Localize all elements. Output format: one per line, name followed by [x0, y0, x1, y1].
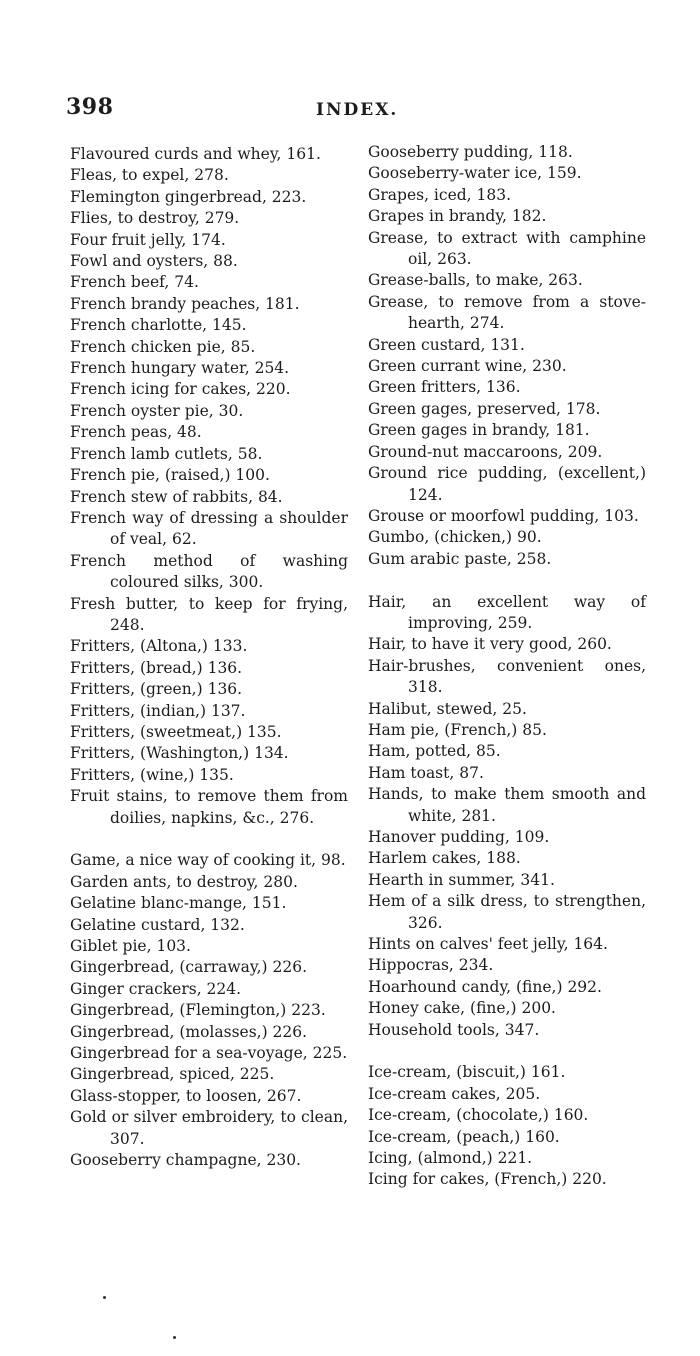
index-entry: Fritters, (Washington,) 134.: [70, 744, 289, 763]
index-entry: French charlotte, 145.: [70, 316, 247, 335]
index-entry: Ground-nut maccaroons, 209.: [368, 442, 603, 461]
index-entry: French oyster pie, 30.: [70, 401, 244, 420]
index-entry: Ice-cream cakes, 205.: [368, 1084, 541, 1103]
index-entry: Gooseberry pudding, 118.: [368, 143, 573, 161]
index-entry: French way of dressing a shoulder of veal, 62.: [70, 508, 348, 549]
index-entry: Hair, to have it very good, 260.: [368, 635, 612, 654]
page-number: 398: [66, 94, 114, 120]
index-entry: Fritters, (wine,) 135.: [70, 765, 234, 784]
index-entry: Green custard, 131.: [368, 335, 525, 354]
index-entry: Fleas, to expel, 278.: [70, 166, 229, 185]
index-entry: Harlem cakes, 188.: [368, 849, 521, 868]
index-entry: Gooseberry champagne, 230.: [70, 1151, 301, 1170]
index-entry: Hoarhound candy, (fine,) 292.: [368, 977, 602, 996]
index-entry: Flavoured curds and whey, 161.: [70, 145, 321, 163]
index-entry: Flemington gingerbread, 223.: [70, 187, 307, 206]
index-entry: Hippocras, 234.: [368, 956, 494, 975]
running-head: INDEX.: [316, 100, 399, 120]
index-entry: Ham, potted, 85.: [368, 742, 501, 761]
section-gap: [368, 1041, 646, 1062]
index-entry: Ground rice pudding, (excellent,) 124.: [368, 464, 646, 504]
index-entry: Green gages in brandy, 181.: [368, 421, 590, 440]
index-entry: Ice-cream, (biscuit,) 161.: [368, 1063, 566, 1082]
index-entry: Fritters, (sweetmeat,) 135.: [70, 722, 282, 741]
index-entry: Ice-cream, (chocolate,) 160.: [368, 1106, 589, 1125]
index-entry: Household tools, 347.: [368, 1020, 540, 1039]
index-entry: Grease-balls, to make, 263.: [368, 271, 583, 290]
index-entry: Green fritters, 136.: [368, 378, 521, 397]
index-entry: Honey cake, (fine,) 200.: [368, 999, 556, 1018]
index-entry: Fowl and oysters, 88.: [70, 252, 238, 271]
index-entry: Hem of a silk dress, to strengthen, 326.: [368, 892, 646, 932]
print-speck: [173, 1336, 176, 1339]
index-entry: Gelatine blanc-mange, 151.: [70, 894, 287, 913]
section-gap: [368, 570, 646, 591]
index-entry: Four fruit jelly, 174.: [70, 230, 226, 249]
index-entry: Gingerbread, (Flemington,) 223.: [70, 1001, 326, 1020]
index-entry: French method of washing coloured silks, 300.: [70, 551, 348, 592]
section-gap: [70, 829, 348, 850]
index-entry: Garden ants, to destroy, 280.: [70, 872, 298, 891]
index-entry: Green currant wine, 230.: [368, 357, 567, 376]
index-entry: Fritters, (bread,) 136.: [70, 658, 243, 677]
index-entry: Hands, to make them smooth and white, 281.: [368, 785, 646, 825]
index-entry: Icing, (almond,) 221.: [368, 1149, 533, 1168]
index-entry: Grapes, iced, 183.: [368, 185, 512, 204]
index-entry: Gum arabic paste, 258.: [368, 549, 552, 568]
index-entry: French pie, (raised,) 100.: [70, 466, 270, 485]
index-entry: Fritters, (Altona,) 133.: [70, 637, 248, 656]
index-entry: Ham pie, (French,) 85.: [368, 720, 547, 739]
index-entry: French icing for cakes, 220.: [70, 380, 291, 399]
index-entry: Hints on calves' feet jelly, 164.: [368, 935, 608, 954]
index-entry: Green gages, preserved, 178.: [368, 399, 601, 418]
index-entry: Gumbo, (chicken,) 90.: [368, 528, 542, 547]
index-entry: French brandy peaches, 181.: [70, 294, 300, 313]
index-entry: Fresh butter, to keep for frying, 248.: [70, 594, 348, 634]
index-entry: Hearth in summer, 341.: [368, 870, 555, 889]
index-entry: Fritters, (green,) 136.: [70, 680, 243, 699]
index-entry: Grapes in brandy, 182.: [368, 207, 547, 226]
index-entry: Hair, an excellent way of improving, 259.: [368, 592, 646, 632]
index-entry: Ice-cream, (peach,) 160.: [368, 1127, 560, 1146]
index-entry: Gingerbread, spiced, 225.: [70, 1065, 275, 1084]
index-entry: French chicken pie, 85.: [70, 337, 256, 356]
index-entry: French stew of rabbits, 84.: [70, 487, 283, 506]
index-column-left: [70, 144, 348, 1171]
index-entry: Ginger crackers, 224.: [70, 979, 242, 998]
index-entry: French beef, 74.: [70, 273, 199, 292]
index-entry: Ham toast, 87.: [368, 763, 484, 782]
index-entry: Gingerbread, (carraway,) 226.: [70, 958, 307, 977]
index-entry: Glass-stopper, to loosen, 267.: [70, 1086, 302, 1105]
index-entry: Gelatine custard, 132.: [70, 915, 245, 934]
index-entry: French peas, 48.: [70, 423, 202, 442]
index-entry: Giblet pie, 103.: [70, 937, 191, 956]
index-entry: Halibut, stewed, 25.: [368, 699, 527, 718]
index-entry: French hungary water, 254.: [70, 359, 290, 378]
index-entry: Grouse or moorfowl pudding, 103.: [368, 506, 639, 525]
index-entry: Grease, to remove from a stove-hearth, 274.: [368, 292, 646, 333]
index-column-right: [368, 142, 646, 1191]
index-entry: Grease, to extract with camphine oil, 263.: [368, 228, 646, 269]
index-entry: Gold or silver embroidery, to clean, 307.: [70, 1108, 348, 1148]
index-entry: Fruit stains, to remove them from doilies, napkins, &c., 276.: [70, 787, 348, 827]
index-entry: Hair-brushes, convenient ones, 318.: [368, 656, 646, 697]
print-speck: [103, 1296, 106, 1299]
index-entry: Flies, to destroy, 279.: [70, 209, 240, 228]
index-entry: Gingerbread for a sea-voyage, 225.: [70, 1044, 348, 1063]
index-entry: Icing for cakes, (French,) 220.: [368, 1170, 607, 1189]
index-entry: Fritters, (indian,) 137.: [70, 701, 246, 720]
index-entry: French lamb cutlets, 58.: [70, 444, 263, 463]
index-entry: Gooseberry-water ice, 159.: [368, 164, 582, 183]
index-entry: Gingerbread, (molasses,) 226.: [70, 1022, 308, 1041]
index-entry: Game, a nice way of cooking it, 98.: [70, 851, 346, 870]
index-entry: Hanover pudding, 109.: [368, 827, 550, 846]
